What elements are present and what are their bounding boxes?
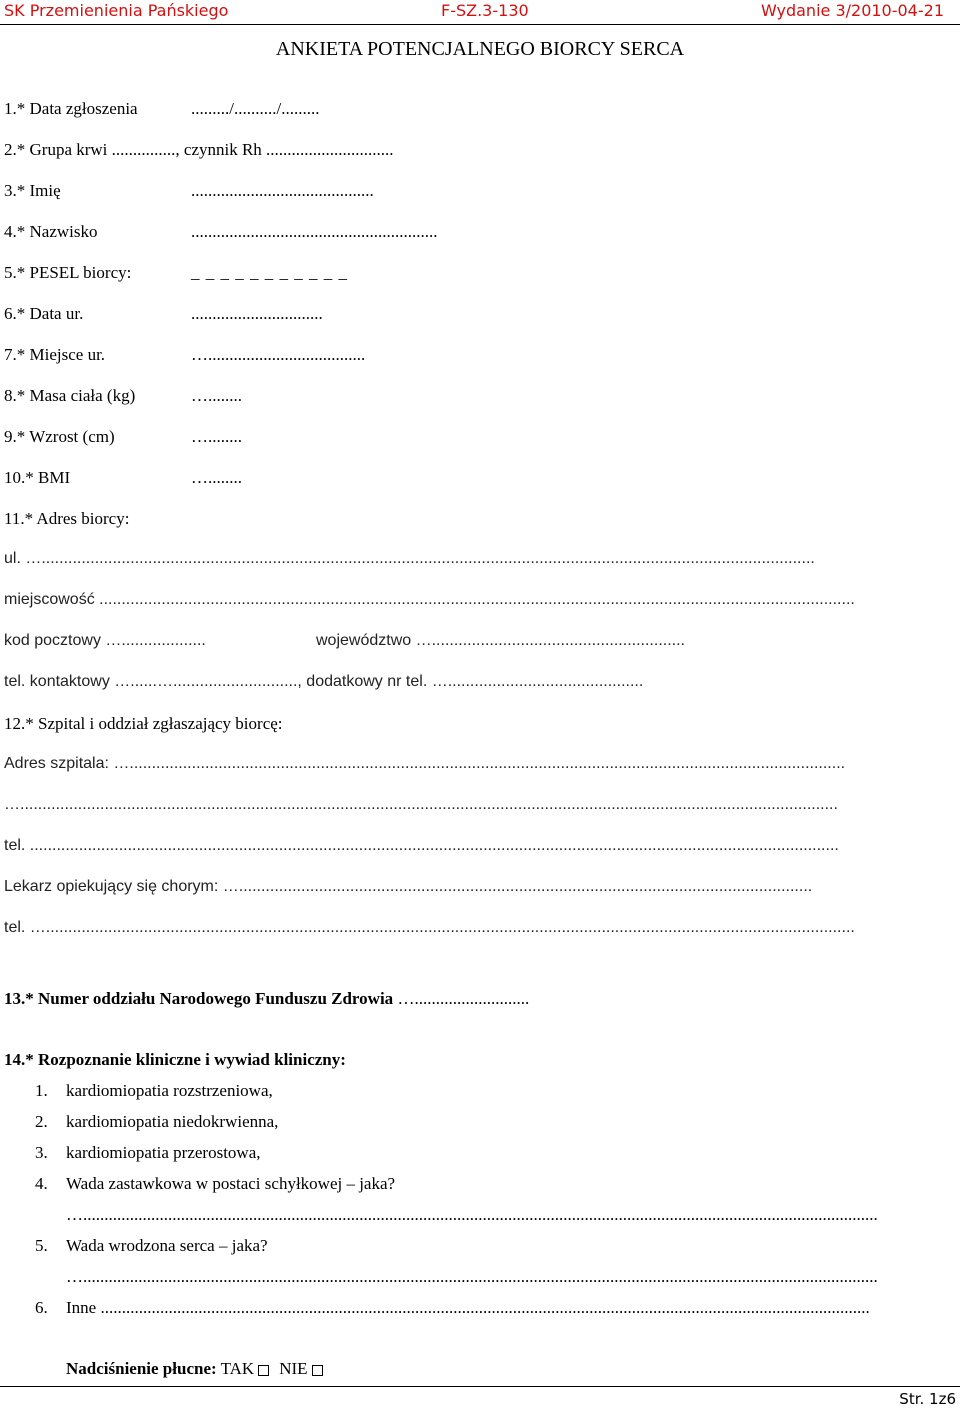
- field-hospital-phone[interactable]: tel. ......................................................................................................................................................................................: [4, 837, 839, 854]
- diagnosis-option-1[interactable]: kardiomiopatia rozstrzeniowa,: [66, 1081, 273, 1100]
- diagnosis-num-6: 6.: [35, 1298, 48, 1317]
- diagnosis-num-5: 5.: [35, 1236, 48, 1255]
- field-street[interactable]: ul. …..............................................................................................................................................................................: [4, 550, 815, 567]
- field-voivodeship[interactable]: województwo ….........................................................: [316, 632, 685, 649]
- diagnosis-num-3: 3.: [35, 1143, 48, 1162]
- diagnosis-option-3[interactable]: kardiomiopatia przerostowa,: [66, 1143, 261, 1162]
- field-value-height[interactable]: …........: [191, 427, 242, 446]
- form-title: ANKIETA POTENCJALNEGO BIORCY SERCA: [275, 38, 685, 60]
- pulmonary-no-checkbox[interactable]: [312, 1365, 323, 1376]
- field-phone[interactable]: tel. kontaktowy …......…............................, dodatkowy nr tel. …............................................: [4, 673, 644, 690]
- field-hospital-address[interactable]: Adres szpitala: ….................................................................................................................................................................: [4, 755, 846, 772]
- diagnosis-num-4: 4.: [35, 1174, 48, 1193]
- pulmonary-yes-checkbox[interactable]: [258, 1365, 269, 1376]
- field-congenital-disease[interactable]: …...........................................................................................................................................................................................: [66, 1267, 878, 1286]
- field-label-weight: 8.* Masa ciała (kg): [4, 386, 136, 405]
- field-value-birth-date[interactable]: ...............................: [191, 304, 323, 323]
- footer-divider: [0, 1386, 960, 1387]
- field-value-pesel[interactable]: _ _ _ _ _ _ _ _ _ _ _: [191, 263, 348, 282]
- field-value-last-name[interactable]: ..........................................................: [191, 222, 438, 241]
- field-label-birth-date: 6.* Data ur.: [4, 304, 84, 323]
- pulmonary-label: Nadciśnienie płucne:: [66, 1359, 217, 1378]
- field-label-height: 9.* Wzrost (cm): [4, 427, 115, 446]
- diagnosis-num-2: 2.: [35, 1112, 48, 1131]
- field-value-date[interactable]: ........./........../.........: [191, 99, 320, 118]
- nfz-value[interactable]: …...........................: [397, 989, 530, 1008]
- field-value-first-name[interactable]: ...........................................: [191, 181, 374, 200]
- pulmonary-no-label: NIE: [279, 1359, 308, 1378]
- field-label-bmi: 10.* BMI: [4, 468, 71, 487]
- field-label-last-name: 4.* Nazwisko: [4, 222, 98, 241]
- header-divider: [0, 24, 960, 25]
- diagnosis-num-1: 1.: [35, 1081, 48, 1100]
- field-nfz[interactable]: [4, 989, 529, 1009]
- pulmonary-yes-label: TAK: [220, 1359, 255, 1378]
- section-heading-address: 11.* Adres biorcy:: [4, 509, 130, 528]
- field-label-birth-place: 7.* Miejsce ur.: [4, 345, 106, 364]
- field-value-birth-place[interactable]: ….....................................: [191, 345, 366, 364]
- section-heading-diagnosis: 14.* Rozpoznanie kliniczne i wywiad kliniczny:: [4, 1050, 346, 1069]
- field-value-bmi[interactable]: …........: [191, 468, 242, 487]
- page-number: Str. 1z6: [899, 1390, 956, 1408]
- field-city[interactable]: miejscowość ..........................................................................................................................................................................: [4, 591, 855, 608]
- field-blood-group[interactable]: 2.* Grupa krwi ..............., czynnik Rh ..............................: [4, 140, 394, 159]
- pulmonary-hypertension-row: [66, 1359, 333, 1379]
- header-institution: SK Przemienienia Pańskiego: [4, 1, 229, 20]
- header-form-code: F-SZ.3-130: [441, 1, 529, 20]
- field-label-date: 1.* Data zgłoszenia: [4, 99, 138, 118]
- field-doctor-phone[interactable]: tel. …......................................................................................................................................................................................: [4, 919, 855, 936]
- diagnosis-option-2[interactable]: kardiomiopatia niedokrwienna,: [66, 1112, 279, 1131]
- field-label-pesel: 5.* PESEL biorcy:: [4, 263, 132, 282]
- header-edition: Wydanie 3/2010-04-21: [760, 1, 944, 20]
- diagnosis-option-5[interactable]: Wada wrodzona serca – jaka?: [66, 1236, 268, 1255]
- field-doctor[interactable]: Lekarz opiekujący się chorym: ….................................................................................................................................: [4, 878, 813, 895]
- page-header: [0, 0, 960, 22]
- section-heading-hospital: 12.* Szpital i oddział zgłaszający biorcę:: [4, 714, 283, 733]
- field-postal-code[interactable]: kod pocztowy …...................: [4, 632, 206, 649]
- nfz-label: 13.* Numer oddziału Narodowego Funduszu Zdrowia: [4, 989, 394, 1008]
- diagnosis-option-4[interactable]: Wada zastawkowa w postaci schyłkowej – jaka?: [66, 1174, 396, 1193]
- field-valve-disease[interactable]: …...........................................................................................................................................................................................: [66, 1205, 878, 1224]
- diagnosis-option-6[interactable]: Inne .....................................................................................................................................................................................: [66, 1298, 870, 1317]
- field-label-first-name: 3.* Imię: [4, 181, 61, 200]
- field-hospital-address-cont[interactable]: …........................................................................................................................................................................................: [4, 796, 838, 813]
- field-value-weight[interactable]: …........: [191, 386, 242, 405]
